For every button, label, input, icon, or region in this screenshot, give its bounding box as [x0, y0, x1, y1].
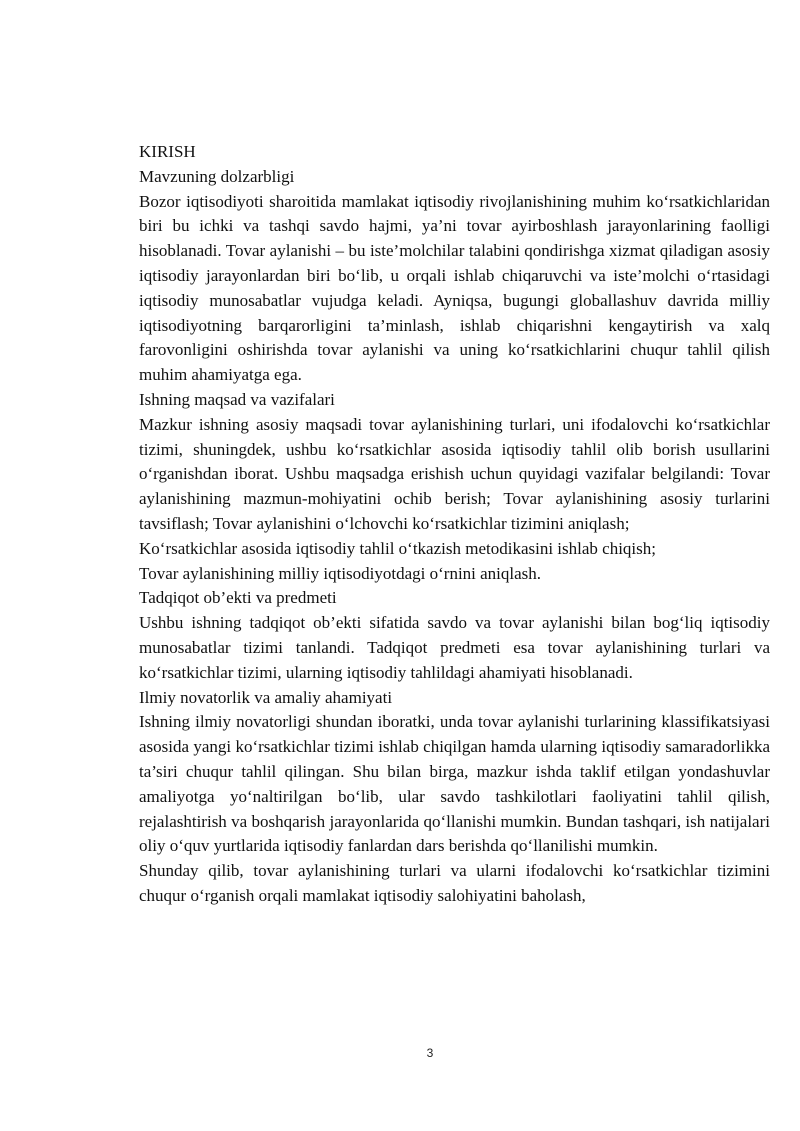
paragraph-goals: Mazkur ishning asosiy maqsadi tovar aylanishining turlari, uni ifodalovchi ko‘rsatkichlar tizimi, shuningdek, ushbu ko‘rsatkichlar asosida iqtisodiy tahlil olib borish usullarini o‘rganishdan iborat. Ushbu maqsadga erishish uchun quyidagi vazifalar belgilandi: Tovar aylanishining mazmun-mohiyatini ochib berish; Tovar aylanishining asosiy turlarini tavsiflash; Tovar aylanishini o‘lchovchi ko‘rsatkichlar tizimini aniqlash;: [139, 414, 770, 533]
section-heading-object: Tadqiqot ob’ekti va predmeti: [139, 588, 337, 608]
page-number: 3: [426, 1046, 434, 1060]
paragraph-goal-task-role: Tovar aylanishining milliy iqtisodiyotdagi o‘rnini aniqlash.: [139, 563, 542, 583]
paragraph-relevance: Bozor iqtisodiyoti sharoitida mamlakat iqtisodiy rivojlanishining muhim ko‘rsatkichlaridan biri bu ichki va tashqi savdo hajmi, ya’ni tovar ayirboshlash jarayonlarining faolligi hisoblanadi. Tovar aylanishi – bu iste’molchilar talabini qondirishga xizmat qiladigan asosiy iqtisodiy jarayonlardan biri bo‘lib, u orqali ishlab chiqaruvchi va iste’molchi o‘rtasidagi iqtisodiy munosabatlar vujudga keladi. Ayniqsa, bugungi globallashuv davrida milliy iqtisodiyotning barqarorligini ta’minlash, ishlab chiqarishni kengaytirish va xalq farovonligini oshirishda tovar aylanishi va uning ko‘rsatkichlarini chuqur tahlil qilish muhim ahamiyatga ega.: [139, 191, 770, 385]
document-title: KIRISH: [139, 142, 196, 161]
paragraph-object: Ushbu ishning tadqiqot ob’ekti sifatida savdo va tovar aylanishi bilan bog‘liq iqtisodiy munosabatlar tizimi tanlandi. Tadqiqot predmeti esa tovar aylanishining turlari va ko‘rsatkichlar tizimi, ularning iqtisodiy tahlildagi ahamiyati hisoblanadi.: [139, 613, 770, 682]
section-heading-goals: Ishning maqsad va vazifalari: [139, 389, 335, 409]
paragraph-novelty: Ishning ilmiy novatorligi shundan iboratki, unda tovar aylanishi turlarining klassifikatsiyasi asosida yangi ko‘rsatkichlar tizimi ishlab chiqilgan hamda ularning iqtisodiy samaradorlikka ta’siri chuqur tahlil qilingan. Shu bilan birga, mazkur ishda taklif etilgan yondashuvlar amaliyotga yo‘naltirilgan bo‘lib, ular savdo tashkilotlari faoliyatini tahlil qilish, rejalashtirish va boshqarish jarayonlarida qo‘llanishi mumkin. Bundan tashqari, ish natijalari oliy o‘quv yurtlarida iqtisodiy fanlardan dars berishda qo‘llanilishi mumkin.: [139, 712, 770, 856]
section-heading-novelty: Ilmiy novatorlik va amaliy ahamiyati: [139, 687, 393, 707]
paragraph-conclusion: Shunday qilib, tovar aylanishining turlari va ularni ifodalovchi ko‘rsatkichlar tizimini chuqur o‘rganish orqali mamlakat iqtisodiy salohiyatini baholash,: [139, 861, 770, 905]
section-heading-relevance: Mavzuning dolzarbligi: [139, 166, 295, 186]
paragraph-goal-task-methodology: Ko‘rsatkichlar asosida iqtisodiy tahlil o‘tkazish metodikasini ishlab chiqish;: [139, 538, 656, 558]
document-body: [139, 140, 770, 909]
